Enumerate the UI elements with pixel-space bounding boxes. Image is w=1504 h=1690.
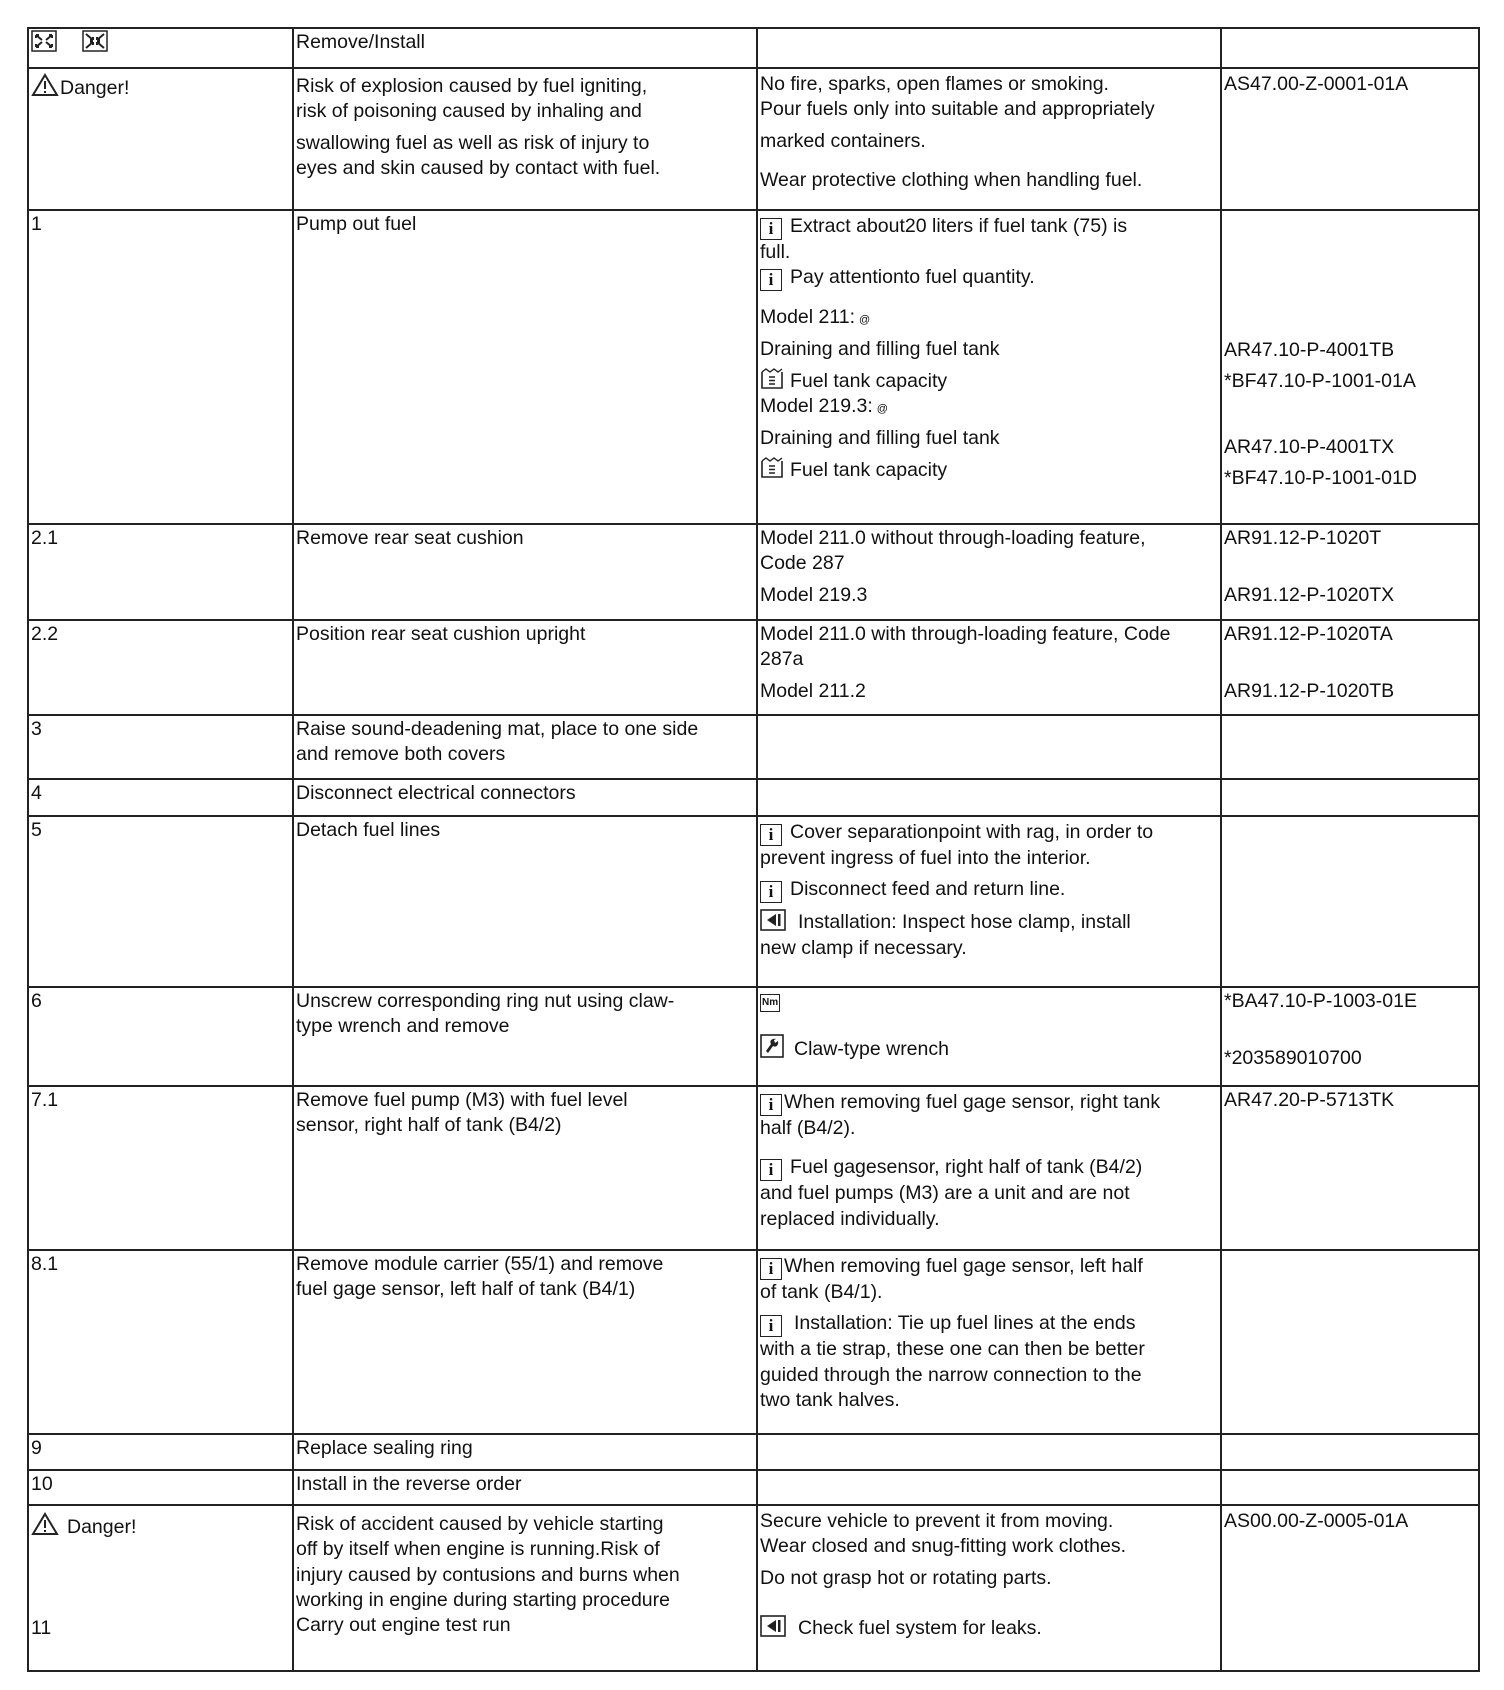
info-icon: i: [760, 1094, 782, 1116]
danger-ref: AS00.00-Z-0005-01A: [1221, 1505, 1479, 1671]
check-icon: [760, 1615, 786, 1637]
step-action: Pump out fuel: [293, 210, 757, 524]
capacity-icon: [760, 457, 784, 479]
step-action: Remove module carrier (55/1) and remove fuel gage sensor, left half of tank (B4/1): [293, 1250, 757, 1434]
step-number: 5: [28, 816, 293, 987]
wrench-tool-icon: [760, 1034, 784, 1058]
at-symbol-icon: @: [859, 314, 871, 327]
step-refs: *BA47.10-P-1003-01E *203589010700: [1221, 987, 1479, 1086]
table-row-2-2: [28, 620, 1479, 715]
table-row-11: [28, 1505, 1479, 1671]
table-row-header: [28, 28, 1479, 68]
info-icon: i: [760, 824, 782, 846]
table-row-danger-1: [28, 68, 1479, 210]
procedure-table: [27, 27, 1480, 1672]
danger-ref: AS47.00-Z-0001-01A: [1221, 68, 1479, 210]
step-refs: AR91.12-P-1020T AR91.12-P-1020TX: [1221, 524, 1479, 620]
step-action: Detach fuel lines: [293, 816, 757, 987]
step-notes: i When removing fuel gage sensor, right tank half (B4/2). i Fuel gagesensor, right half of tank (B4/2) and fuel pumps (M3) are a unit and are not replaced individually.: [757, 1086, 1221, 1250]
step-action: Raise sound-deadening mat, place to one side and remove both covers: [293, 715, 757, 779]
step-notes: Model 211.0 without through-loading feature, Code 287 Model 219.3: [757, 524, 1221, 620]
step-number: 2.2: [28, 620, 293, 715]
info-icon: i: [760, 1159, 782, 1181]
danger-notes: Secure vehicle to prevent it from moving. Wear closed and snug-fitting work clothes. Do not grasp hot or rotating parts. Check fuel system for leaks.: [757, 1505, 1221, 1671]
step-action: Carry out engine test run: [296, 1614, 511, 1637]
table-row-7-1: [28, 1086, 1479, 1250]
table-row-1: [28, 210, 1479, 524]
capacity-icon: [760, 368, 784, 390]
step-number: 2.1: [28, 524, 293, 620]
table-row-4: [28, 779, 1479, 816]
step-number: 11: [31, 1617, 52, 1640]
danger-risk: Risk of explosion caused by fuel igniting, risk of poisoning caused by inhaling and swallowing fuel as well as risk of injury to eyes and skin caused by contact with fuel.: [293, 68, 757, 210]
danger-label: Danger!: [60, 77, 130, 99]
info-icon: i: [760, 218, 782, 240]
step-action: Remove fuel pump (M3) with fuel level sensor, right half of tank (B4/2): [293, 1086, 757, 1250]
danger-cell: [28, 68, 293, 210]
step-refs: AR47.20-P-5713TK: [1221, 1086, 1479, 1250]
table-row-5: [28, 816, 1479, 987]
step-number: 6: [28, 987, 293, 1086]
step-notes: i Cover separationpoint with rag, in order to prevent ingress of fuel into the interior. i Disconnect feed and return line. Installation: Inspect hose clamp, install new clamp if necessary.: [757, 816, 1221, 987]
info-icon: i: [760, 1315, 782, 1337]
step-number: 4: [28, 779, 293, 816]
step-number: 1: [28, 210, 293, 524]
step-number: 9: [28, 1434, 293, 1470]
step-number: 3: [28, 715, 293, 779]
header-note: [757, 28, 1221, 68]
table-row-2-1: [28, 524, 1479, 620]
table-row-8-1: [28, 1250, 1479, 1434]
remove-icon: [31, 30, 57, 52]
table-row-9: [28, 1434, 1479, 1470]
step-number: 10: [28, 1470, 293, 1505]
step-refs: AR91.12-P-1020TA AR91.12-P-1020TB: [1221, 620, 1479, 715]
danger-label: Danger!: [67, 1516, 137, 1538]
step-number: 8.1: [28, 1250, 293, 1434]
remove-install-icons: [28, 28, 293, 68]
install-icon: [82, 30, 108, 52]
step-action: Position rear seat cushion upright: [293, 620, 757, 715]
installation-icon: [760, 909, 786, 931]
step-notes: i Extract about20 liters if fuel tank (75) is full. i Pay attentionto fuel quantity. Model 211: @ Draining and filling fuel tank Fuel tank capacity Model 219.3: @ Draining and filling fuel tank Fuel tank capacity: [757, 210, 1221, 524]
table-row-3: [28, 715, 1479, 779]
info-icon: i: [760, 1258, 782, 1280]
danger-notes: No fire, sparks, open flames or smoking. Pour fuels only into suitable and appropriately marked containers. Wear protective clothing when handling fuel.: [757, 68, 1221, 210]
table-row-6: [28, 987, 1479, 1086]
info-icon: i: [760, 881, 782, 903]
danger-cell: [28, 1505, 293, 1671]
step-refs: AR47.10-P-4001TB *BF47.10-P-1001-01A AR47.10-P-4001TX *BF47.10-P-1001-01D: [1221, 210, 1479, 524]
warning-triangle-icon: [31, 73, 59, 97]
step-action: Unscrew corresponding ring nut using claw- type wrench and remove: [293, 987, 757, 1086]
step-action: Replace sealing ring: [293, 1434, 757, 1470]
at-symbol-icon: @: [876, 403, 888, 416]
table-row-10: [28, 1470, 1479, 1505]
info-icon: i: [760, 269, 782, 291]
step-action: Remove rear seat cushion: [293, 524, 757, 620]
torque-nm-icon: Nm: [760, 994, 780, 1012]
warning-triangle-icon: [31, 1512, 59, 1536]
step-notes: Model 211.0 with through-loading feature, Code 287a Model 211.2: [757, 620, 1221, 715]
header-action: Remove/Install: [293, 28, 757, 68]
header-ref: [1221, 28, 1479, 68]
step-number: 7.1: [28, 1086, 293, 1250]
step-notes: i When removing fuel gage sensor, left half of tank (B4/1). i Installation: Tie up fuel lines at the ends with a tie strap, these one can then be better guided through the narrow connection to the two tank halves.: [757, 1250, 1221, 1434]
step-action: Disconnect electrical connectors: [293, 779, 757, 816]
danger-risk: Risk of accident caused by vehicle starting off by itself when engine is running.Risk of injury caused by contusions and burns when working in engine during starting procedure Carry out engine test run: [293, 1505, 757, 1671]
step-notes: Nm Claw-type wrench: [757, 987, 1221, 1086]
step-action: Install in the reverse order: [293, 1470, 757, 1505]
